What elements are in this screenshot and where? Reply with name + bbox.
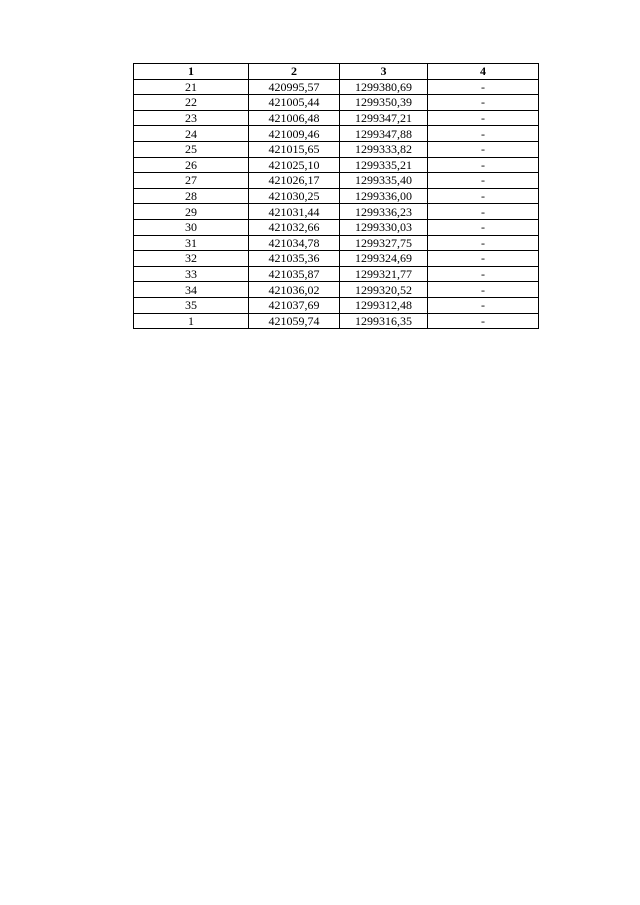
point-number-cell: 1 [134,313,249,329]
point-number-cell: 33 [134,266,249,282]
note-cell: - [428,282,539,298]
y-coordinate-cell: 1299316,35 [340,313,428,329]
y-coordinate-cell: 1299335,21 [340,157,428,173]
point-number-cell: 27 [134,173,249,189]
table-row [134,219,539,235]
x-coordinate-cell: 421031,44 [249,204,340,220]
column-header: 3 [340,64,428,80]
table-body [134,79,539,329]
y-coordinate-cell: 1299335,40 [340,173,428,189]
table-row [134,126,539,142]
y-coordinate-cell: 1299347,88 [340,126,428,142]
table-row [134,157,539,173]
x-coordinate-cell: 421025,10 [249,157,340,173]
note-cell: - [428,188,539,204]
note-cell: - [428,297,539,313]
point-number-cell: 23 [134,110,249,126]
point-number-cell: 24 [134,126,249,142]
x-coordinate-cell: 421005,44 [249,95,340,111]
x-coordinate-cell: 421030,25 [249,188,340,204]
column-header: 4 [428,64,539,80]
table-row [134,79,539,95]
table-row [134,297,539,313]
note-cell: - [428,219,539,235]
point-number-cell: 35 [134,297,249,313]
point-number-cell: 28 [134,188,249,204]
table-row [134,204,539,220]
note-cell: - [428,251,539,267]
table-row [134,235,539,251]
x-coordinate-cell: 421015,65 [249,141,340,157]
x-coordinate-cell: 420995,57 [249,79,340,95]
y-coordinate-cell: 1299333,82 [340,141,428,157]
point-number-cell: 31 [134,235,249,251]
table-row [134,282,539,298]
point-number-cell: 26 [134,157,249,173]
x-coordinate-cell: 421034,78 [249,235,340,251]
x-coordinate-cell: 421032,66 [249,219,340,235]
table-row [134,173,539,189]
point-number-cell: 29 [134,204,249,220]
point-number-cell: 25 [134,141,249,157]
point-number-cell: 21 [134,79,249,95]
note-cell: - [428,235,539,251]
point-number-cell: 32 [134,251,249,267]
x-coordinate-cell: 421035,36 [249,251,340,267]
point-number-cell: 30 [134,219,249,235]
x-coordinate-cell: 421059,74 [249,313,340,329]
point-number-cell: 34 [134,282,249,298]
coordinates-table [133,63,539,329]
note-cell: - [428,126,539,142]
y-coordinate-cell: 1299324,69 [340,251,428,267]
note-cell: - [428,313,539,329]
note-cell: - [428,204,539,220]
point-number-cell: 22 [134,95,249,111]
table-row [134,251,539,267]
y-coordinate-cell: 1299380,69 [340,79,428,95]
table-row [134,95,539,111]
x-coordinate-cell: 421006,48 [249,110,340,126]
y-coordinate-cell: 1299350,39 [340,95,428,111]
column-header: 2 [249,64,340,80]
note-cell: - [428,157,539,173]
table-header-row [134,64,539,80]
note-cell: - [428,173,539,189]
x-coordinate-cell: 421026,17 [249,173,340,189]
note-cell: - [428,110,539,126]
table-row [134,266,539,282]
table-row [134,313,539,329]
column-header: 1 [134,64,249,80]
y-coordinate-cell: 1299336,23 [340,204,428,220]
table-row [134,110,539,126]
table-row [134,188,539,204]
y-coordinate-cell: 1299330,03 [340,219,428,235]
y-coordinate-cell: 1299321,77 [340,266,428,282]
y-coordinate-cell: 1299320,52 [340,282,428,298]
y-coordinate-cell: 1299327,75 [340,235,428,251]
table-row [134,141,539,157]
note-cell: - [428,266,539,282]
note-cell: - [428,79,539,95]
x-coordinate-cell: 421036,02 [249,282,340,298]
note-cell: - [428,141,539,157]
x-coordinate-cell: 421009,46 [249,126,340,142]
y-coordinate-cell: 1299312,48 [340,297,428,313]
y-coordinate-cell: 1299347,21 [340,110,428,126]
note-cell: - [428,95,539,111]
x-coordinate-cell: 421035,87 [249,266,340,282]
y-coordinate-cell: 1299336,00 [340,188,428,204]
x-coordinate-cell: 421037,69 [249,297,340,313]
